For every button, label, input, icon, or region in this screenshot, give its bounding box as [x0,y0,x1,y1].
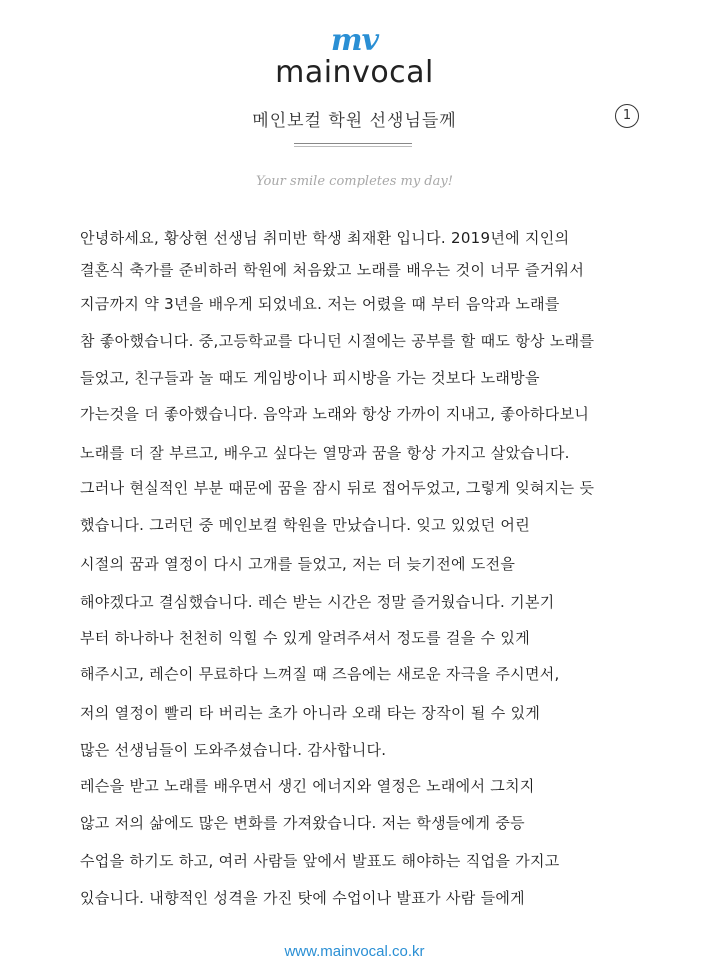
letter-line: 해주시고, 레슨이 무료하다 느껴질 때 즈음에는 새로운 자극을 주시면서, [80,665,560,683]
letter-line: 많은 선생님들이 도와주셨습니다. 감사합니다. [80,741,387,759]
letter-line: 들었고, 친구들과 놀 때도 게임방이나 피시방을 가는 것보다 노래방을 [80,369,540,387]
letter-line: 않고 저의 삶에도 많은 변화를 가져왔습니다. 저는 학생들에게 중등 [80,814,525,832]
letter-line: 결혼식 축가를 준비하러 학원에 처음왔고 노래를 배우는 것이 너무 즐거워서 [80,261,585,279]
footer-website-link[interactable]: www.mainvocal.co.kr [284,943,425,960]
letter-line: 지금까지 약 3년을 배우게 되었네요. 저는 어렸을 때 부터 음악과 노래를 [80,295,560,313]
letter-line: 가는것을 더 좋아했습니다. 음악과 노래와 항상 가까이 지내고, 좋아하다보니 [80,405,590,423]
letter-line: 그러나 현실적인 부분 때문에 꿈을 잠시 뒤로 접어두었고, 그렇게 잊혀지는 듯 [80,479,595,497]
letter-line: 참 좋아했습니다. 중,고등학교를 다니던 시절에는 공부를 할 때도 항상 노래를 [80,332,595,350]
letter-line: 수업을 하기도 하고, 여러 사람들 앞에서 발표도 해야하는 직업을 가지고 [80,852,560,870]
page-number-badge: 1 [615,104,639,128]
letter-line: 해야겠다고 결심했습니다. 레슨 받는 시간은 정말 즐거웠습니다. 기본기 [80,593,555,611]
brand-name: mainvocal [275,55,434,90]
letter-line: 저의 열정이 빨리 타 버리는 초가 아니라 오래 타는 장작이 될 수 있게 [80,704,541,722]
letter-heading: 메인보컬 학원 선생님들께 [252,111,457,131]
letter-line: 안녕하세요, 황상현 선생님 취미반 학생 최재환 입니다. 2019년에 지인의 [80,229,570,247]
letter-line: 시절의 꿈과 열정이 다시 고개를 들었고, 저는 더 늦기전에 도전을 [80,555,516,573]
letter-line: 있습니다. 내향적인 성격을 가진 탓에 수업이나 발표가 사람 들에게 [80,889,525,907]
letter-line: 했습니다. 그러던 중 메인보컬 학원을 만났습니다. 잊고 있었던 어린 [80,516,531,534]
letter-line: 부터 하나하나 천천히 익힐 수 있게 알려주셔서 정도를 걸을 수 있게 [80,629,531,647]
tagline: Your smile completes my day! [256,174,453,189]
letter-line: 레슨을 받고 노래를 배우면서 생긴 에너지와 열정은 노래에서 그치지 [80,777,535,795]
letter-line: 노래를 더 잘 부르고, 배우고 싶다는 열망과 꿈을 항상 가지고 살았습니다. [80,444,570,462]
brand-mark-logo: mv [330,23,379,58]
